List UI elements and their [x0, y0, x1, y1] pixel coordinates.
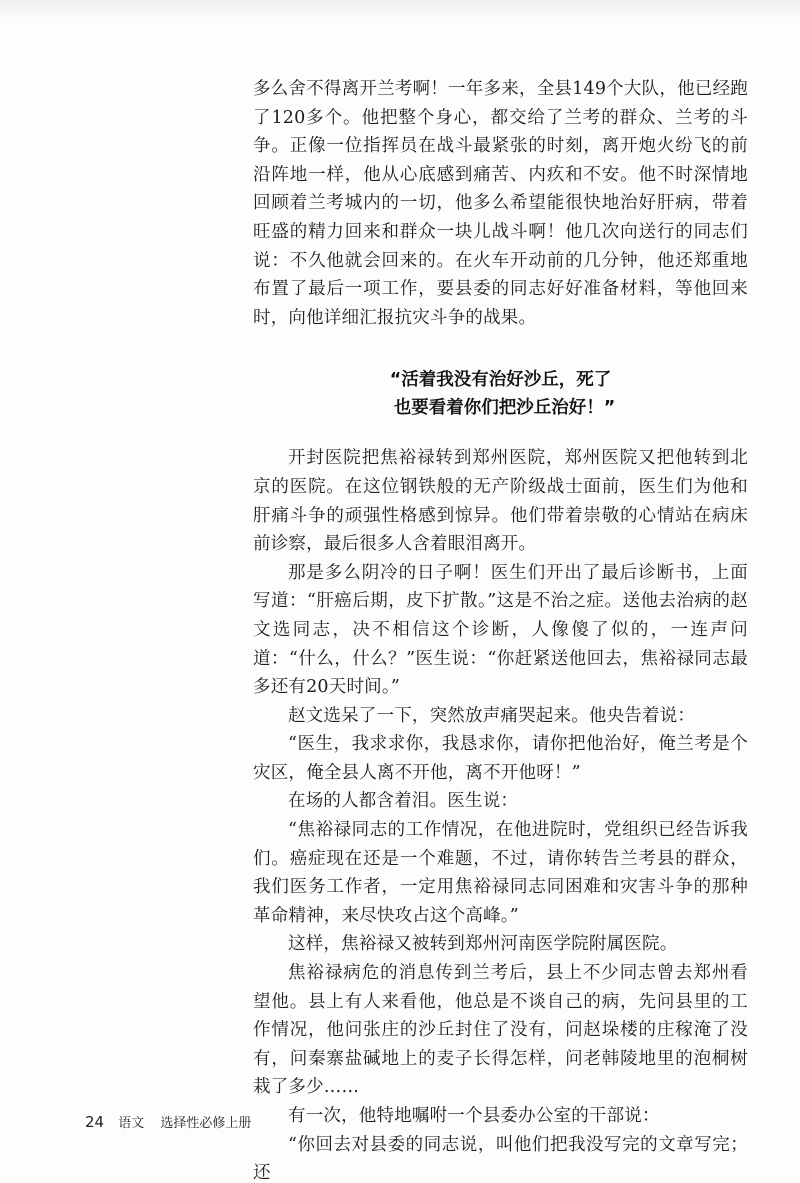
paragraph-zhao-weeps: 赵文选呆了一下，突然放声痛哭起来。他央告着说：	[288, 705, 696, 726]
paragraph-zhao-pleads: “医生，我求求你，我恳求你，请你把他治好，俺兰考是个灾区，俺全县人离不开他，离不开他呀！”	[253, 734, 748, 783]
scan-edge-shadow	[0, 0, 800, 20]
paragraph-last-words: “你回去对县委的同志说，叫他们把我没写完的文章写完；还	[253, 1134, 748, 1183]
paragraph-transfer-to-beijing: 开封医院把焦裕禄转到郑州医院，郑州医院又把他转到北京的医院。在这位钢铁般的无产阶级战士面前，医生们为他和肝痛斗争的顽强性格感到惊异。他们带着崇敬的心情站在病床前诊察，最后很多人含着眼泪离开。	[253, 448, 748, 555]
article-body	[253, 75, 748, 1183]
paragraph-doctor-reply: “焦裕禄同志的工作情况，在他进院时，党组织已经告诉我们。癌症现在还是一个难题，不过，请你转告兰考县的群众，我们医务工作者，一定用焦裕禄同志同困难和灾害斗争的那种革命精神，来尽快攻占这个高峰。”	[253, 820, 748, 926]
section-heading-line-2: 也要看着你们把沙丘治好！”	[393, 398, 616, 419]
paragraph-all-in-tears: 在场的人都含着泪。医生说：	[288, 791, 519, 812]
paragraph-diagnosis: 那是多么阴冷的日子啊！医生们开出了最后诊断书，上面写道：“肝癌后期，皮下扩散。”这是不治之症。送他去治病的赵文选同志，决不相信这个诊断，人像傻了似的，一连声问道：“什么，什么？”医生说：“你赶紧送他回去，焦裕禄同志最多还有20天时间。”	[253, 562, 748, 698]
section-heading	[253, 366, 748, 422]
page-footer	[85, 1112, 251, 1131]
footer-subject: 语文	[118, 1116, 145, 1131]
section-heading-line-1: “活着我没有治好沙丘，死了	[389, 370, 612, 391]
opening-paragraph: 多么舍不得离开兰考啊！一年多来，全县149个大队，他已经跑了120多个。他把整个身心，都交给了兰考的群众、兰考的斗争。正像一位指挥员在战斗最紧张的时刻，离开炮火纷飞的前沿阵地一样，他从心底感到痛苦、内疚和不安。他不时深情地回顾着兰考城内的一切，他多么希望能很快地治好肝病，带着旺盛的精力回来和群众一块儿战斗啊！他几次向送行的同志们说：不久他就会回来的。在火车开动前的几分钟，他还郑重地布置了最后一项工作，要县委的同志好好准备材料，等他回来时，向他详细汇报抗灾斗争的战果。	[253, 79, 748, 328]
footer-book-volume: 选择性必修上册	[160, 1116, 252, 1131]
page-number: 24	[85, 1113, 105, 1131]
paragraph-instruction: 有一次，他特地嘱咐一个县委办公室的干部说：	[288, 1106, 660, 1126]
paragraph-transfer-to-zhengzhou: 这样，焦裕禄又被转到郑州河南医学院附属医院。	[288, 934, 678, 955]
paragraph-visitors: 焦裕禄病危的消息传到兰考后，县上不少同志曾去郑州看望他。县上有人来看他，他总是不谈自己的病，先问县里的工作情况，他问张庄的沙丘封住了没有，问赵垛楼的庄稼淹了没有，问秦寨盐碱地上的麦子长得怎样，问老韩陵地里的泡桐树栽了多少……	[253, 963, 748, 1098]
